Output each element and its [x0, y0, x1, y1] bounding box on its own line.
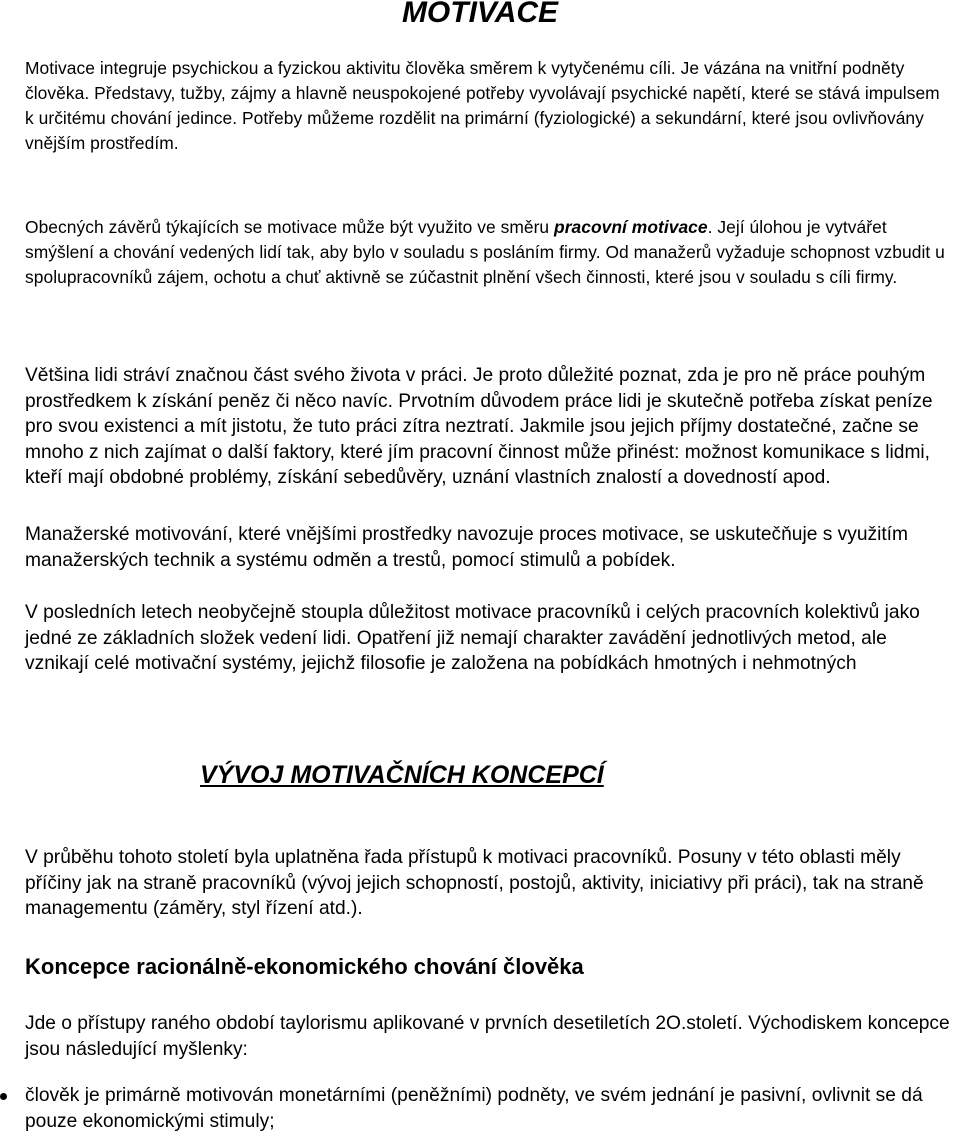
paragraph-intro: Motivace integruje psychickou a fyzickou aktivitu člověka směrem k vytyčenému cíli. Je vázána na vnitřní podněty člověka. Představy, tužby, zájmy a hlavně neuspokojené potřeby vyvolávají psychické napětí, které se stává impulsem k určitému chování jedince. Potřeby můžeme rozdělit na primární (fyziologické) a sekundární, které jsou ovlivňovány vnějším prostředím. [25, 58, 940, 153]
list-item-text: člověk je primárně motivován monetárními (peněžními) podněty, ve svém jednání je pasivní, ovlivnit se dá pouze ekonomickými stimuly; [25, 1085, 923, 1132]
list-item [0, 1083, 950, 1135]
subsection-heading-rational-economic: Koncepce racionálně-ekonomického chování člověka [25, 954, 584, 979]
paragraph-work-motivation-text-end: . Její úlohou je vytvářet smýšlení a chování vedených lidí tak, aby bylo v souladu s posláním firmy. Od manažerů vyžaduje schopnost vzbudit u spolupracovníků zájem, ochotu a chuť aktivně se zúčastnit plnění všech činnosti, které jsou v souladu s cíli firmy. [25, 217, 945, 287]
paragraph-work-motivation-text-start: Obecných závěrů týkajících se motivace může být využito ve směru [25, 217, 555, 237]
section-heading-motivation-concepts: VÝVOJ MOTIVAČNÍCH KONCEPCÍ [200, 761, 604, 789]
paragraph-managerial-motivation: Manažerské motivování, které vnějšími prostředky navozuje proces motivace, se uskutečňuje s využitím manažerských technik a systému odměn a trestů, pomocí stimulů a pobídek. [25, 524, 908, 571]
paragraph-motivation-systems: V posledních letech neobyčejně stoupla důležitost motivace pracovníků i celých pracovních kolektivů jako jedné ze základních složek vedení lidi. Opatření již nemají charakter zavádění jednotlivých metod, ale vznikají celé motivační systémy, jejichž filosofie je založena na pobídkách hmotných i nehmotných [25, 602, 920, 674]
paragraph-approaches: V průběhu tohoto století byla uplatněna řada přístupů k motivaci pracovníků. Posuny v této oblasti měly příčiny jak na straně pracovníků (vývoj jejich schopností, postojů, aktivity, iniciativy při práci), tak na straně managementu (záměry, styl řízení atd.). [25, 847, 924, 919]
paragraph-work-motivation [25, 215, 950, 290]
emphasis-work-motivation: pracovní motivace [554, 217, 708, 237]
paragraph-work-life-main: Většina lidi stráví značnou část svého života v práci. Je proto důležité poznat, zda je pro ně práce pouhým prostředkem k získání peněz či něco navíc. Prvotním důvodem práce lidi je skutečně potřeba získat peníze pro svou existenci a mít jistotu, že tuto práci zítra neztratí. Jakmile jsou jejich příjmy dostatečné, začne se mnoho z nich zajímat o další faktory, které jím pracovní činnost může přinést: možnost komunikace s lidmi, kteří mají obdobné problémy, získání sebedůvěry, uznání vlastních znalostí a dovedností apod. [25, 365, 933, 488]
page-title: MOTIVACE [401, 0, 559, 29]
paragraph-taylorism: Jde o přístupy raného období taylorismu aplikované v prvních desetiletích 2O.století. Východiskem koncepce jsou následující myšlenky: [25, 1013, 950, 1060]
bullet-icon [0, 1093, 7, 1100]
bullet-list [0, 1083, 960, 1135]
